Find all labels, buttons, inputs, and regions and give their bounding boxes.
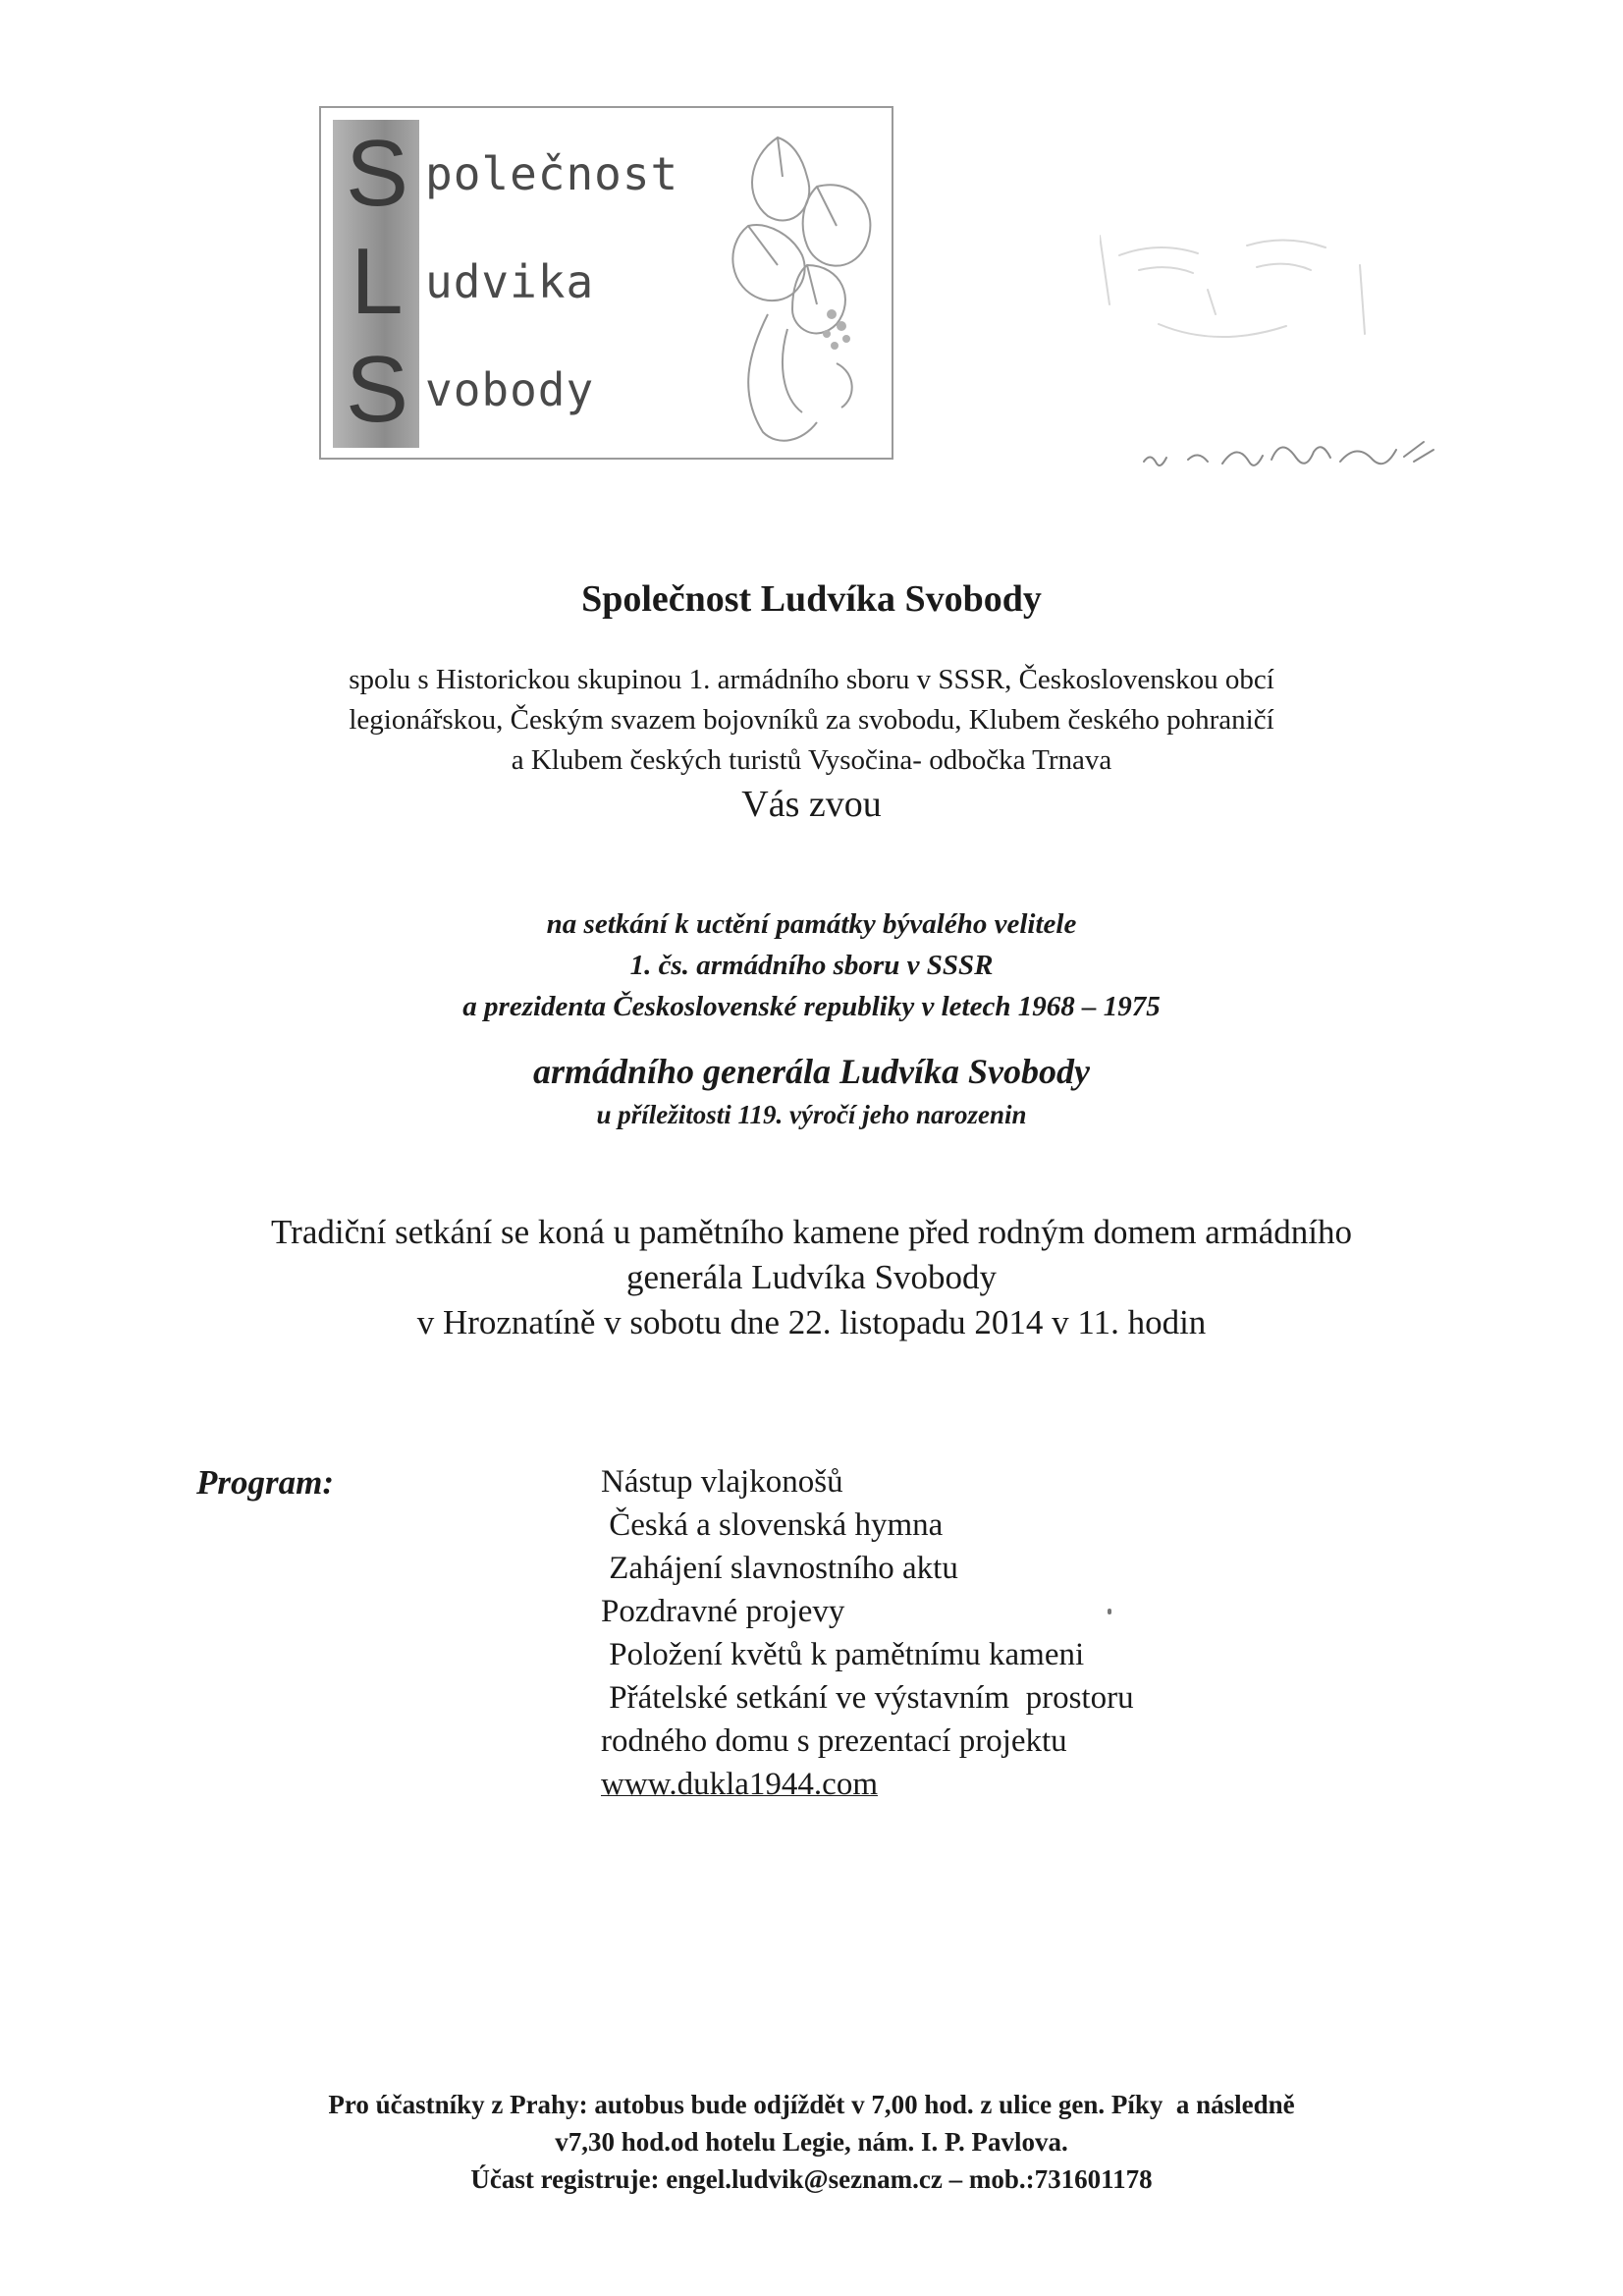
invitation-intro bbox=[0, 660, 1623, 781]
program-list bbox=[601, 1460, 1134, 1806]
program-item: rodného domu s prezentací projektu bbox=[601, 1723, 1067, 1759]
logo-row-3 bbox=[337, 336, 594, 444]
logo-letter-1: S bbox=[345, 121, 409, 226]
logo-letter-2: L bbox=[351, 229, 404, 334]
logo-word-1: polečnost bbox=[425, 147, 679, 200]
intro-line: a Klubem českých turistů Vysočina- odbočka Trnava bbox=[511, 744, 1112, 776]
program-item: Nástup vlajkonošů bbox=[601, 1464, 843, 1500]
organization-logo bbox=[319, 106, 893, 460]
occasion-line: a prezidenta Československé republiky v letech 1968 – 1975 bbox=[462, 991, 1161, 1022]
scan-speck bbox=[1108, 1609, 1111, 1614]
logo-letter-3: S bbox=[345, 337, 409, 442]
logo-word-3: vobody bbox=[425, 363, 595, 416]
logo-row-1 bbox=[337, 120, 678, 228]
program-item: Přátelské setkání ve výstavním prostoru bbox=[601, 1680, 1134, 1716]
occasion-text bbox=[0, 903, 1623, 1027]
venue-text bbox=[0, 1210, 1623, 1345]
invite-heading: Vás zvou bbox=[741, 784, 882, 825]
program-item: Česká a slovenská hymna bbox=[601, 1507, 944, 1543]
venue-line: generála Ludvíka Svobody bbox=[625, 1258, 998, 1296]
program-item: Pozdravné projevy bbox=[601, 1594, 845, 1629]
intro-line: spolu s Historickou skupinou 1. armádního sboru v SSSR, Československou obcí bbox=[349, 664, 1274, 695]
program-label: Program: bbox=[196, 1463, 334, 1502]
logo-word-2: udvika bbox=[425, 255, 595, 308]
footer-line: Pro účastníky z Prahy: autobus bude odjíždět v 7,00 hod. z ulice gen. Píky a následně bbox=[328, 2090, 1295, 2119]
occasion-line: na setkání k uctění památky bývalého velitele bbox=[546, 908, 1077, 940]
linden-leaf-icon bbox=[709, 118, 886, 452]
general-name: armádního generála Ludvíka Svobody bbox=[532, 1052, 1091, 1091]
transport-note bbox=[0, 2086, 1623, 2198]
anniversary-text: u příležitosti 119. výročí jeho narozenin bbox=[596, 1100, 1027, 1129]
footer-line: v7,30 hod.od hotelu Legie, nám. I. P. Pavlova. bbox=[555, 2127, 1068, 2157]
portrait-sketch-image bbox=[1100, 216, 1394, 383]
occasion-line: 1. čs. armádního sboru v SSSR bbox=[629, 950, 994, 981]
logo-row-2 bbox=[337, 228, 594, 336]
footer-line: Účast registruje: engel.ludvik@seznam.cz – mob.:731601178 bbox=[470, 2164, 1153, 2194]
program-item: Zahájení slavnostního aktu bbox=[601, 1551, 958, 1586]
venue-line: Tradiční setkání se koná u pamětního kamene před rodným domem armádního bbox=[271, 1213, 1352, 1251]
handwritten-signature bbox=[1139, 422, 1443, 481]
intro-line: legionářskou, Českým svazem bojovníků za svobodu, Klubem českého pohraničí bbox=[349, 704, 1274, 736]
venue-line: v Hroznatíně v sobotu dne 22. listopadu 2014 v 11. hodin bbox=[416, 1303, 1207, 1341]
program-item: Položení květů k pamětnímu kameni bbox=[601, 1637, 1085, 1672]
project-website-link[interactable]: www.dukla1944.com bbox=[601, 1767, 878, 1802]
page-title: Společnost Ludvíka Svobody bbox=[581, 578, 1042, 620]
